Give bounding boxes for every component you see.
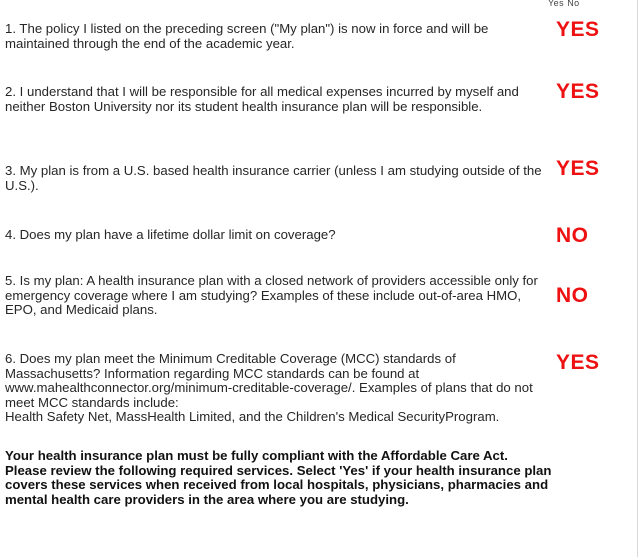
question-6-answer[interactable]: YES (556, 351, 600, 374)
aca-notice-instructions: Please review the following required services. Select 'Yes' if your health insurance plan covers these services when received from local hospitals, physicians, pharmacies and mental health care providers in the area where you are studying. (5, 462, 552, 507)
question-6-text (5, 352, 553, 425)
aca-notice-heading: Your health insurance plan must be fully compliant with the Affordable Care Act. (5, 448, 508, 463)
question-2-answer[interactable]: YES (556, 80, 600, 103)
no-column-label: No (567, 0, 580, 8)
question-3-answer[interactable]: YES (556, 157, 600, 180)
yes-column-label: Yes (548, 0, 565, 8)
aca-compliance-notice (5, 449, 555, 507)
question-1-answer[interactable]: YES (556, 18, 600, 41)
panel-right-border (637, 0, 638, 557)
question-6-body: 6. Does my plan meet the Minimum Creditable Coverage (MCC) standards of Massachusetts? Information regarding MCC standards can be found at www.mahealthconnector.org/minimum-creditable-coverage/. Examples of plans that do not meet MCC standards include: (5, 351, 533, 410)
question-5-text: 5. Is my plan: A health insurance plan with a closed network of providers accessible only for emergency coverage where I am studying? Examples of these include out-of-area HMO, EPO, and Medicaid plans. (5, 273, 538, 317)
answer-column-header (548, 0, 583, 8)
question-4-answer[interactable]: NO (556, 224, 589, 247)
question-2-text: 2. I understand that I will be responsible for all medical expenses incurred by myself and neither Boston University nor its student health insurance plan will be responsible. (5, 84, 519, 114)
question-1-text: 1. The policy I listed on the preceding screen ("My plan") is now in force and will be maintained through the end of the academic year. (5, 21, 489, 51)
question-3-text: 3. My plan is from a U.S. based health insurance carrier (unless I am studying outside of the U.S.). (5, 163, 542, 193)
question-5-answer[interactable]: NO (556, 284, 589, 307)
question-4-text: 4. Does my plan have a lifetime dollar limit on coverage? (5, 227, 336, 242)
question-6-examples: Health Safety Net, MassHealth Limited, and the Children's Medical SecurityProgram. (5, 409, 500, 424)
